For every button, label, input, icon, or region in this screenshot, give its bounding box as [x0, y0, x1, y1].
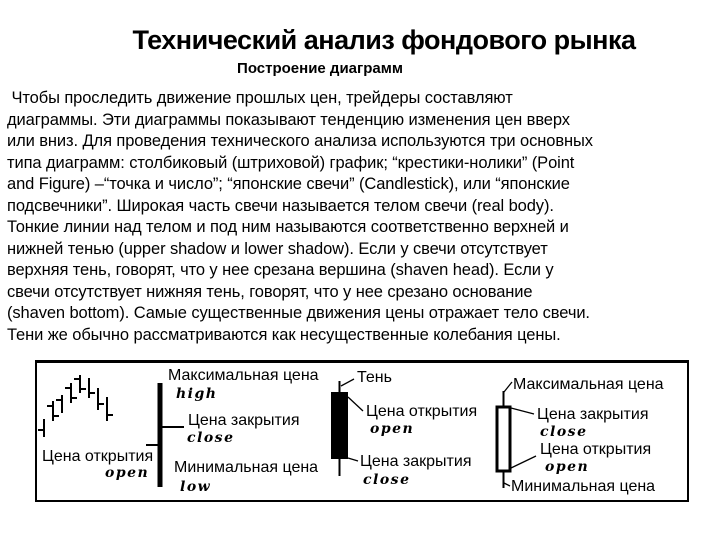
leader-low: [504, 483, 510, 486]
ohlc-close-label: Цена закрытия: [188, 412, 300, 429]
ohlc-low-label: Минимальная цена: [174, 459, 319, 476]
body-line: верхняя тень, говорят, что у нее срезана вершина (shaven head). Если у: [7, 261, 554, 279]
black-close-label: Цена закрытия: [360, 453, 472, 470]
white-close-en: close: [540, 424, 588, 440]
chart-types-svg: [37, 363, 687, 500]
body-line: или вниз. Для проведения технического анализа используются три основных: [7, 132, 593, 150]
ohlc-close-en: close: [187, 430, 235, 446]
body-line: Тени же обычно рассматриваются как несущественные колебания цены.: [7, 325, 561, 344]
body-line: подсвечники”. Широкая часть свечи называется телом свечи (real body).: [7, 196, 554, 215]
white-high-label: Максимальная цена: [513, 376, 664, 393]
slide-subtitle: Построение диаграмм: [237, 60, 403, 77]
white-low-label: Минимальная цена: [511, 478, 656, 495]
ohlc-bar: [42, 367, 319, 495]
leader-close: [348, 458, 358, 461]
body-line: свечи отсутствует нижняя тень, говорят, что у нее срезано основание: [7, 282, 533, 301]
white-open-label: Цена открытия: [540, 441, 652, 458]
mini-bar-chart: [38, 375, 113, 437]
ohlc-low-en: low: [180, 479, 212, 495]
body-text: [7, 88, 593, 346]
black-open-en: open: [370, 421, 415, 437]
white-candlestick: [497, 376, 664, 495]
ohlc-open-en: open: [105, 465, 150, 481]
body-line: Чтобы проследить движение прошлых цен, трейдеры составляют: [7, 89, 513, 107]
shadow-label: Тень: [357, 369, 392, 386]
chart-types-figure: [35, 360, 689, 502]
slide-title: Технический анализ фондового рынка: [132, 25, 636, 55]
white-close-label: Цена закрытия: [537, 406, 649, 423]
leader-shadow: [341, 379, 354, 386]
leader-high: [504, 382, 512, 392]
white-candle-body: [497, 407, 510, 471]
black-close-en: close: [363, 472, 411, 488]
body-line: (shaven bottom). Самые существенные движения цены отражает тело свечи.: [7, 304, 590, 322]
body-line: диаграммы. Эти диаграммы показывают тенденцию изменения цен вверх: [7, 110, 570, 129]
black-open-label: Цена открытия: [366, 403, 478, 420]
body-line: типа диаграмм: столбиковый (штриховой) график; “крестики-нолики” (Point: [7, 153, 575, 172]
leader-close: [511, 408, 534, 414]
body-line: Тонкие линии над телом и под ним называются соответственно верхней и: [7, 218, 569, 236]
body-line: нижней тенью (upper shadow и lower shadow). Если у свечи отсутствует: [7, 239, 548, 258]
ohlc-high-label: Максимальная цена: [168, 367, 319, 384]
black-candlestick: [331, 369, 477, 488]
black-candle-body: [331, 392, 348, 459]
ohlc-high-en: high: [176, 386, 218, 402]
leader-open: [511, 456, 536, 468]
ohlc-open-label: Цена открытия: [42, 448, 154, 465]
body-line: and Figure) –“точка и число”; “японские свечи” (Candlestick), или “японские: [7, 175, 570, 193]
white-open-en: open: [545, 459, 590, 475]
leader-open: [348, 397, 363, 411]
